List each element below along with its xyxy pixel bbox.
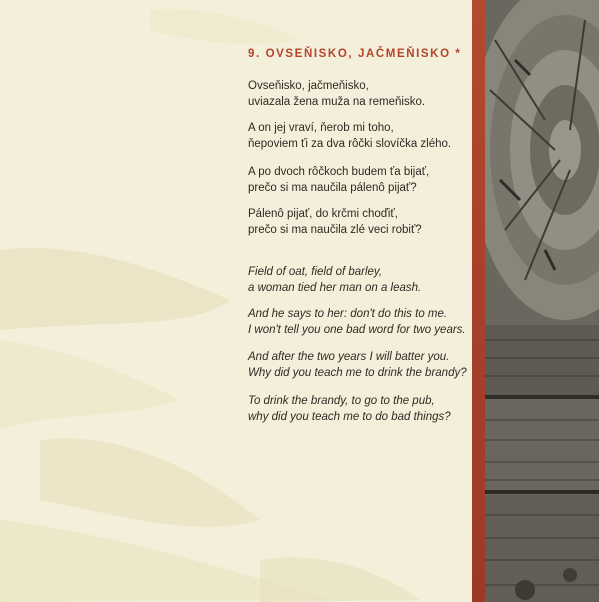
- slovak-stanza-1: [248, 78, 425, 110]
- translation-line: a woman tied her man on a leash.: [248, 282, 422, 294]
- slovak-stanza-4: [248, 206, 422, 238]
- lyric-line: prečo si ma naučila zlé veci robiť?: [248, 224, 422, 236]
- lyric-line: ňepoviem ťi za dva rôčki slovíčka zlého.: [248, 138, 452, 150]
- song-title: 9. OVSEŇISKO, JAČMEŇISKO *: [248, 48, 462, 60]
- english-stanza-3: [248, 349, 467, 381]
- slovak-stanza-2: [248, 120, 451, 152]
- slovak-stanza-3: [248, 164, 429, 196]
- weathered-wood-photo: [485, 0, 599, 602]
- translation-line: And he says to her: don't do this to me.: [248, 308, 448, 320]
- translation-line: why did you teach me to do bad things?: [248, 411, 451, 423]
- lyric-line: prečo si ma naučila pálenô pijať?: [248, 182, 417, 194]
- lyric-line: Pálenô pijať, do krčmi choďiť,: [248, 208, 398, 220]
- translation-line: And after the two years I will batter you.: [248, 351, 450, 363]
- translation-line: To drink the brandy, to go to the pub,: [248, 395, 435, 407]
- english-stanza-4: [248, 393, 451, 425]
- translation-line: Why did you teach me to drink the brandy?: [248, 367, 467, 379]
- translation-line: I won't tell you one bad word for two years.: [248, 324, 466, 336]
- translation-line: Field of oat, field of barley,: [248, 266, 383, 278]
- english-stanza-2: [248, 306, 466, 338]
- lyric-line: A po dvoch rôčkoch budem ťa bijať,: [248, 166, 430, 178]
- lyric-line: A on jej vraví, ňerob mi toho,: [248, 122, 394, 134]
- lyric-line: uviazala žena muža na remeňisko.: [248, 96, 426, 108]
- red-border-strip: [472, 0, 485, 602]
- english-stanza-1: [248, 264, 421, 296]
- lyric-line: Ovseňisko, jačmeňisko,: [248, 80, 369, 92]
